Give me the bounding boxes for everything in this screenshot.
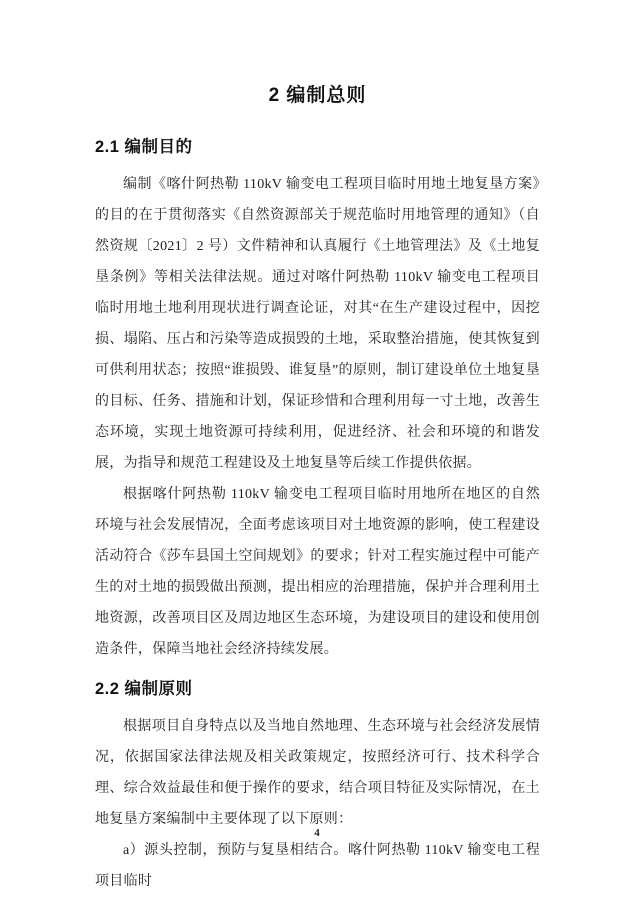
paragraph: 编制《喀什阿热勒 110kV 输变电工程项目临时用地土地复垦方案》的目的在于贯彻落实《自然资源部关于规范临时用地管理的通知》（自然资规〔2021〕2 号）文件精神和认真履行《土地管理法》及《土地复垦条例》等相关法律法规。通过对喀什阿热勒 110kV 输变电工程项目临时用地土地利用现状进行调查论证，对其“在生产建设过程中，因挖损、塌陷、压占和污染等造成损毁的土地，采取整治措施，使其恢复到可供利用状态；按照“谁损毁、谁复垦”的原则，制订建设单位土地复垦的目标、任务、措施和计划，保证珍惜和合理利用每一寸土地，改善生态环境，实现土地资源可持续利用，促进经济、社会和环境的和谐发展，为指导和规范工程建设及土地复垦等后续工作提供依据。 — [95, 177, 540, 471]
paragraph: a）源头控制，预防与复垦相结合。喀什阿热勒 110kV 输变电工程项目临时 — [95, 843, 540, 889]
section-2-2 — [95, 675, 540, 897]
section-2-1 — [95, 133, 540, 665]
paragraph: 根据项目自身特点以及当地自然地理、生态环境与社会经济发展情况，依据国家法律法规及相关政策规定，按照经济可行、技术科学合理、综合效益最佳和便于操作的要求，结合项目特征及实际情况，在土地复垦方案编制中主要体现了以下原则： — [95, 719, 540, 827]
paragraph: 根据喀什阿热勒 110kV 输变电工程项目临时用地所在地区的自然环境与社会发展情况，全面考虑该项目对土地资源的影响，使工程建设活动符合《莎车县国土空间规划》的要求；针对工程实施过程中可能产生的对土地的损毁做出预测，提出相应的治理措施，保护并合理利用土地资源，改善项目区及周边地区生态环境，为建设项目的建设和使用创造条件，保障当地社会经济持续发展。 — [95, 487, 540, 657]
section-heading-2-1: 2.1 编制目的 — [95, 138, 193, 156]
page-number: 4 — [314, 827, 320, 839]
section-heading-2-2: 2.2 编制原则 — [95, 680, 193, 698]
page-content — [95, 0, 540, 897]
chapter-title: 2 编制总则 — [268, 85, 367, 106]
